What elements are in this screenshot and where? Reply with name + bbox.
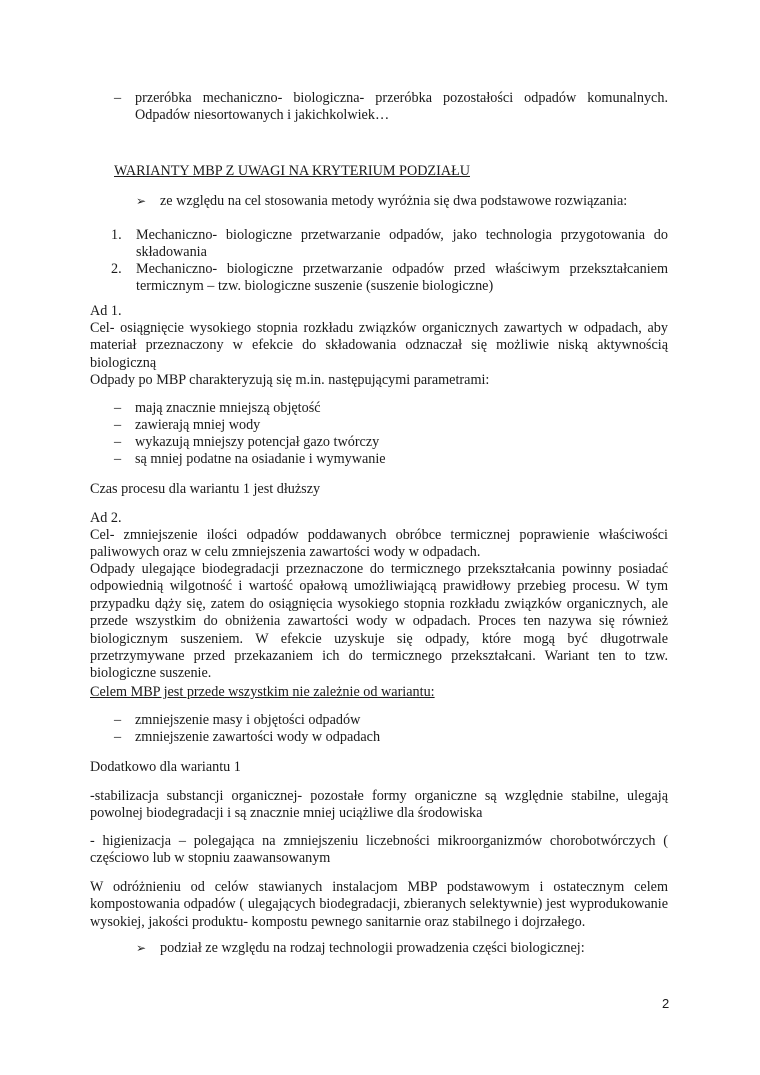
ad2-label: Ad 2. — [90, 510, 122, 526]
dash-marker: – — [114, 417, 122, 433]
criterion-bullet — [136, 193, 666, 210]
ad1-goal: Cel- osiągnięcie wysokiego stopnia rozkładu związków organicznych zawartych w odpadach, aby materiał przeznaczony w efekcie do składowania odznaczał się możliwie niską aktywnością biologiczną — [90, 320, 668, 371]
intro-text: przeróbka mechaniczno- biologiczna- przeróbka pozostałości odpadów komunalnych. Odpadów niesortowanych i jakichkolwiek… — [135, 90, 668, 124]
dodatkowo-heading: Dodatkowo dla wariantu 1 — [90, 759, 241, 775]
celem-item — [114, 712, 614, 729]
technology-bullet — [136, 940, 666, 957]
dash-marker: – — [114, 434, 122, 450]
page-number: 2 — [662, 996, 670, 1011]
dash-marker: – — [114, 712, 122, 728]
ad2-paragraph: Odpady ulegające biodegradacji przeznaczone do termicznego przekształcania powinny posiadać odpowiednią wilgotność i wartość opałową umożliwiającą prawidłowy przebieg procesu. W tym przypadku dąży się, zatem do osiągnięcia wysokiego stopnia rozkładu związków organicznych, ale przede wszystkim do obniżenia zawartości wody w odpadach. Proces ten nazywa się również biologicznym suszeniem. W efekcie uzyskuje się odpady, które mogą być długotrwale przetrzymywane przed przekazaniem ich do termicznego przekształcani. Wariant ten to tzw. biologiczne suszenie. — [90, 561, 668, 682]
param-text: wykazują mniejszy potencjał gazo twórczy — [135, 434, 380, 450]
ad2-goal: Cel- zmniejszenie ilości odpadów poddawanych obróbce termicznej poprawienie właściwości paliwowych oraz w celu zmniejszenia zawartości wody w odpadach. — [90, 527, 668, 561]
item-text: Mechaniczno- biologiczne przetwarzanie odpadów przed właściwym przekształcaniem termicznym – tzw. biologiczne suszenie (suszenie biologiczne) — [136, 261, 668, 295]
variants-heading: WARIANTY MBP Z UWAGI NA KRYTERIUM PODZIAŁU — [114, 163, 470, 179]
dash-marker: – — [114, 729, 122, 745]
composting-paragraph: W odróżnieniu od celów stawianych instalacjom MBP podstawowym i ostatecznym celem kompostowania odpadów ( ulegających biodegradacji, zbieranych selektywnie) jest wyprodukowanie wysokiej, jakości produktu- kompostu pewnego sanitarnie oraz stabilnego i dojrzałego. — [90, 879, 668, 930]
param-text: mają znacznie mniejszą objętość — [135, 400, 321, 416]
celem-item — [114, 729, 614, 746]
hygienization-text: - higienizacja – polegająca na zmniejszeniu liczebności mikroorganizmów chorobotwórczych ( częściowo lub w stopniu zaawansowanym — [90, 833, 668, 867]
param-item — [114, 451, 614, 468]
intro-list-item — [114, 90, 668, 125]
dash-marker: – — [114, 400, 122, 416]
ad1-label: Ad 1. — [90, 303, 122, 319]
param-item — [114, 417, 614, 434]
param-text: są mniej podatne na osiadanie i wymywanie — [135, 451, 386, 467]
celem-heading: Celem MBP jest przede wszystkim nie zależnie od wariantu: — [90, 684, 435, 700]
item-number: 2. — [111, 261, 122, 277]
celem-item-text: zmniejszenie masy i objętości odpadów — [135, 712, 361, 728]
param-item — [114, 400, 614, 417]
item-text: Mechaniczno- biologiczne przetwarzanie odpadów, jako technologia przygotowania do składowania — [136, 227, 668, 261]
numbered-item-2 — [111, 261, 668, 296]
arrow-bullet-icon: ➢ — [136, 194, 147, 208]
param-text: zawierają mniej wody — [135, 417, 261, 433]
param-item — [114, 434, 614, 451]
numbered-item-1 — [111, 227, 668, 262]
dash-marker: – — [114, 90, 122, 106]
technology-bullet-text: podział ze względu na rodzaj technologii prowadzenia części biologicznej: — [160, 940, 585, 956]
arrow-bullet-icon: ➢ — [136, 941, 147, 955]
item-number: 1. — [111, 227, 122, 243]
celem-item-text: zmniejszenie zawartości wody w odpadach — [135, 729, 381, 745]
dash-marker: – — [114, 451, 122, 467]
ad1-duration: Czas procesu dla wariantu 1 jest dłuższy — [90, 481, 321, 497]
criterion-bullet-text: ze względu na cel stosowania metody wyróżnia się dwa podstawowe rozwiązania: — [160, 193, 628, 209]
ad1-params-intro: Odpady po MBP charakteryzują się m.in. następującymi parametrami: — [90, 372, 490, 388]
stabilization-text: -stabilizacja substancji organicznej- pozostałe formy organiczne są względnie stabilne, ulegają powolnej biodegradacji i są znacznie mniej uciążliwe dla środowiska — [90, 788, 668, 822]
